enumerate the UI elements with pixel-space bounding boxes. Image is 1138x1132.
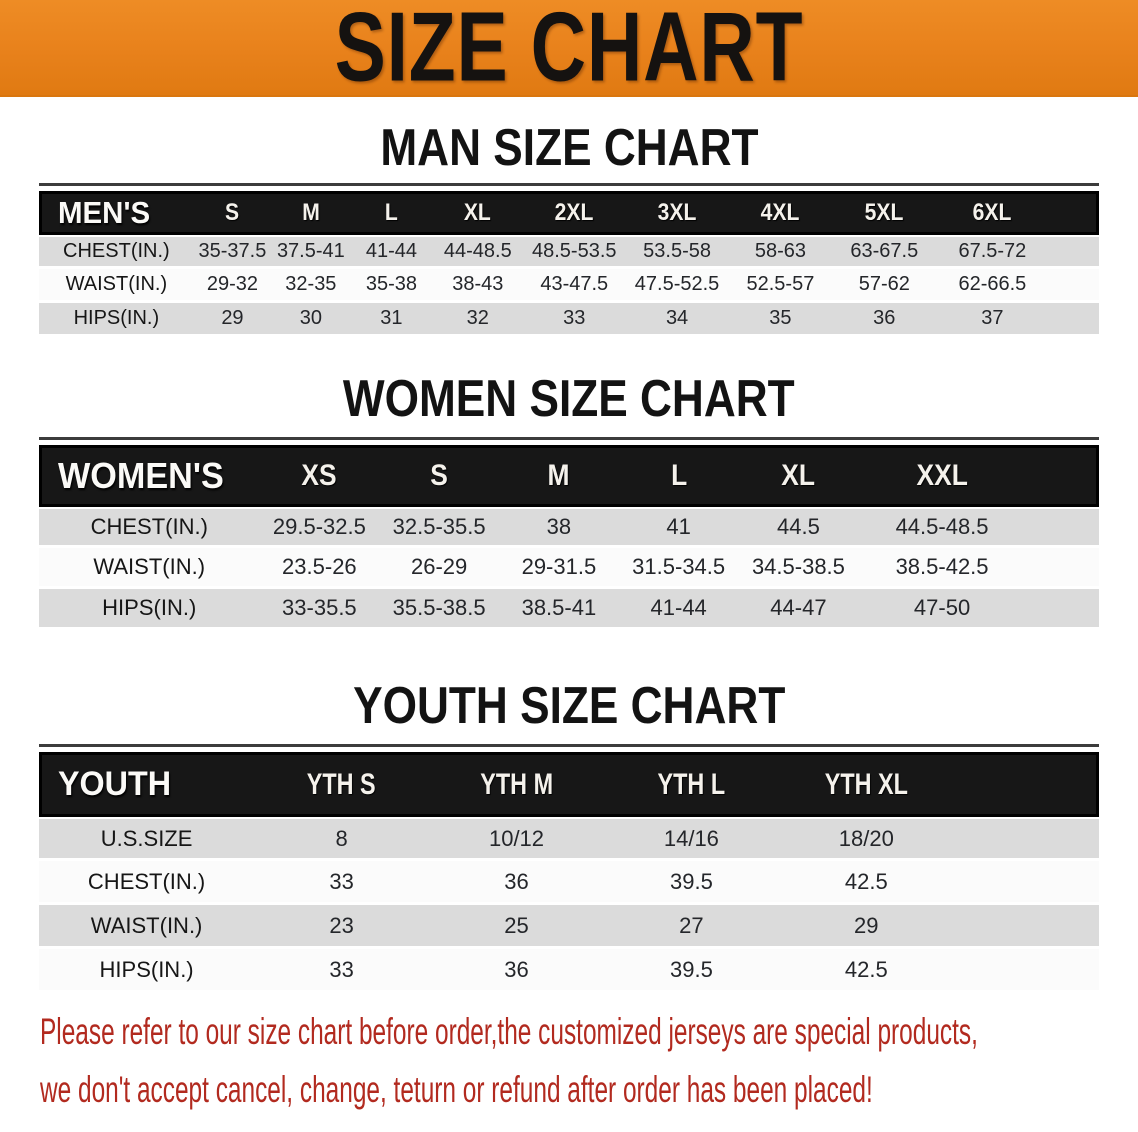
youth-col-s: YTH S xyxy=(307,767,377,801)
women-corner-label: WOMEN'S xyxy=(58,455,224,496)
cell-value: 42.5 xyxy=(844,868,888,894)
cell-filler xyxy=(1048,303,1099,337)
cell-value: 29 xyxy=(221,307,244,329)
youth-header-row xyxy=(39,752,1099,817)
row-label: WAIST(IN.) xyxy=(93,554,206,579)
women-section-heading xyxy=(0,370,1138,428)
women-col-xxl: XXL xyxy=(916,459,968,492)
cell-value: 41-44 xyxy=(365,240,417,262)
youth-corner-label: YOUTH xyxy=(58,765,172,803)
youth-ussize-row xyxy=(39,817,1099,861)
cell-filler xyxy=(954,905,1099,949)
cell-value: 44-47 xyxy=(770,595,827,620)
row-label: CHEST(IN.) xyxy=(63,240,170,262)
cell-value: 67.5-72 xyxy=(958,240,1027,262)
men-col-6xl: 6XL xyxy=(973,199,1012,226)
men-col-s: S xyxy=(225,199,240,226)
cell-value: 37.5-41 xyxy=(276,240,345,262)
cell-value: 34.5-38.5 xyxy=(751,554,845,579)
cell-value: 63-67.5 xyxy=(850,240,919,262)
women-col-xl: XL xyxy=(781,459,816,492)
table-top-rule xyxy=(39,183,1099,186)
men-size-table xyxy=(39,183,1099,337)
cell-value: 36 xyxy=(873,307,896,329)
header-filler xyxy=(1048,191,1099,235)
men-col-2xl: 2XL xyxy=(554,199,594,226)
cell-value: 53.5-58 xyxy=(643,240,711,262)
cell-value: 58-63 xyxy=(754,240,806,262)
footer-line-1 xyxy=(40,1007,1120,1065)
cell-value: 27 xyxy=(679,912,704,938)
cell-value: 23 xyxy=(329,912,354,938)
youth-section-heading xyxy=(0,677,1138,735)
men-chest-row xyxy=(39,235,1099,269)
row-label: CHEST(IN.) xyxy=(90,514,208,539)
cell-value: 39.5 xyxy=(669,956,713,982)
men-corner-label: MEN'S xyxy=(58,195,151,230)
footer-line-2 xyxy=(40,1065,1120,1123)
size-chart-banner xyxy=(0,0,1138,102)
cell-value: 34 xyxy=(665,307,689,329)
cell-value: 47-50 xyxy=(913,595,971,620)
men-col-5xl: 5XL xyxy=(864,199,904,226)
women-chest-row xyxy=(39,507,1099,548)
cell-value: 25 xyxy=(504,912,529,938)
cell-filler xyxy=(1026,548,1099,589)
cell-value: 41 xyxy=(666,514,691,539)
men-header-row xyxy=(39,191,1099,235)
cell-value: 29 xyxy=(854,912,879,938)
youth-waist-row xyxy=(39,905,1099,949)
row-label: HIPS(IN.) xyxy=(73,307,160,329)
cell-filler xyxy=(1048,269,1099,303)
cell-value: 57-62 xyxy=(858,273,910,295)
cell-filler xyxy=(1026,589,1099,630)
banner-title: SIZE CHART xyxy=(334,0,804,102)
cell-value: 32-35 xyxy=(285,273,337,295)
row-label: HIPS(IN.) xyxy=(102,595,197,620)
cell-value: 33 xyxy=(329,956,354,982)
men-col-4xl: 4XL xyxy=(761,199,800,226)
women-col-s: S xyxy=(430,459,448,492)
cell-value: 62-66.5 xyxy=(958,273,1027,295)
cell-value: 38-43 xyxy=(452,273,504,295)
cell-value: 30 xyxy=(299,307,322,329)
men-heading-text: MAN SIZE CHART xyxy=(379,119,759,177)
cell-value: 48.5-53.5 xyxy=(531,240,617,262)
youth-chest-row xyxy=(39,861,1099,905)
cell-value: 31 xyxy=(380,307,403,329)
cell-value: 26-29 xyxy=(410,554,468,579)
cell-value: 33 xyxy=(563,307,586,329)
cell-value: 32.5-35.5 xyxy=(392,514,486,539)
row-label: WAIST(IN.) xyxy=(65,273,168,295)
cell-filler xyxy=(954,817,1099,861)
men-hips-row xyxy=(39,303,1099,337)
cell-filler xyxy=(1048,235,1099,269)
row-label: CHEST(IN.) xyxy=(87,868,206,894)
women-heading-text: WOMEN SIZE CHART xyxy=(343,370,795,428)
cell-value: 29-31.5 xyxy=(521,554,597,579)
footer-line-1-text: Please refer to our size chart before order,the customized jerseys are special products, xyxy=(40,1011,978,1052)
row-label: WAIST(IN.) xyxy=(90,912,203,938)
cell-filler xyxy=(1026,507,1099,548)
cell-value: 52.5-57 xyxy=(746,273,815,295)
women-header-row xyxy=(39,445,1099,507)
cell-value: 42.5 xyxy=(844,956,888,982)
cell-value: 33 xyxy=(329,868,354,894)
women-col-l: L xyxy=(670,459,687,492)
table-top-rule xyxy=(39,437,1099,440)
table-top-rule xyxy=(39,744,1099,747)
cell-value: 8 xyxy=(335,825,348,851)
header-filler xyxy=(954,752,1099,817)
cell-value: 35 xyxy=(769,307,792,329)
cell-value: 36 xyxy=(504,868,529,894)
cell-value: 18/20 xyxy=(838,825,894,851)
footer-line-2-text: we don't accept cancel, change, teturn or refund after order has been placed! xyxy=(40,1069,873,1110)
women-col-xs: XS xyxy=(301,459,337,492)
men-waist-row xyxy=(39,269,1099,303)
cell-value: 35-38 xyxy=(365,273,417,295)
cell-value: 10/12 xyxy=(488,825,545,851)
cell-value: 38.5-42.5 xyxy=(895,554,989,579)
youth-col-l: YTH L xyxy=(657,767,726,801)
men-col-l: L xyxy=(384,199,398,226)
row-label: U.S.SIZE xyxy=(100,825,193,851)
footer-note xyxy=(40,1007,1120,1123)
men-section-heading xyxy=(0,119,1138,177)
women-size-table xyxy=(39,437,1099,630)
cell-value: 41-44 xyxy=(650,595,707,620)
men-col-3xl: 3XL xyxy=(657,199,697,226)
youth-hips-row xyxy=(39,949,1099,993)
cell-value: 38.5-41 xyxy=(521,595,597,620)
cell-filler xyxy=(954,861,1099,905)
row-label: HIPS(IN.) xyxy=(99,956,194,982)
cell-value: 32 xyxy=(466,307,489,329)
men-col-m: M xyxy=(302,199,320,226)
men-col-xl: XL xyxy=(464,199,492,226)
cell-value: 43-47.5 xyxy=(540,273,609,295)
youth-col-xl: YTH XL xyxy=(824,767,908,801)
youth-heading-text: YOUTH SIZE CHART xyxy=(352,677,786,735)
cell-value: 29-32 xyxy=(206,273,259,295)
cell-value: 44.5 xyxy=(777,514,820,539)
cell-filler xyxy=(954,949,1099,993)
cell-value: 36 xyxy=(504,956,529,982)
cell-value: 31.5-34.5 xyxy=(632,554,726,579)
cell-value: 35-37.5 xyxy=(198,240,267,262)
cell-value: 14/16 xyxy=(663,825,719,851)
cell-value: 33-35.5 xyxy=(282,595,357,620)
cell-value: 29.5-32.5 xyxy=(272,514,366,539)
cell-value: 39.5 xyxy=(669,868,713,894)
youth-size-table xyxy=(39,744,1099,993)
cell-value: 23.5-26 xyxy=(282,554,357,579)
women-col-m: M xyxy=(547,459,570,492)
women-hips-row xyxy=(39,589,1099,630)
header-filler xyxy=(1026,445,1099,507)
youth-col-m: YTH M xyxy=(480,767,553,801)
cell-value: 44.5-48.5 xyxy=(895,514,989,539)
cell-value: 47.5-52.5 xyxy=(634,273,720,295)
cell-value: 35.5-38.5 xyxy=(392,595,486,620)
women-waist-row xyxy=(39,548,1099,589)
cell-value: 44-48.5 xyxy=(443,240,512,262)
cell-value: 38 xyxy=(546,514,572,539)
cell-value: 37 xyxy=(981,307,1004,329)
